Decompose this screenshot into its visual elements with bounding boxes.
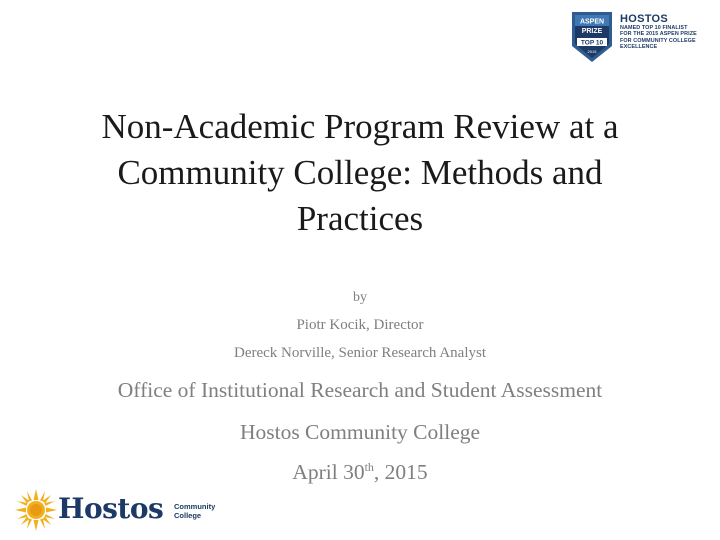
presentation-date bbox=[0, 460, 720, 485]
aspen-badge-line: NAMED TOP 10 FINALIST bbox=[620, 25, 688, 31]
title-line: Practices bbox=[296, 199, 424, 238]
author-analyst: Dereck Norville, Senior Research Analyst bbox=[233, 345, 486, 361]
aspen-badge-line: FOR COMMUNITY COLLEGE bbox=[620, 37, 696, 44]
aspen-badge-line: FOR THE 2015 ASPEN PRIZE bbox=[620, 31, 697, 38]
aspen-prize-badge bbox=[568, 10, 716, 66]
hostos-logo bbox=[14, 488, 214, 532]
shield-year-text: 2015 bbox=[587, 49, 597, 54]
shield-middle-text: PRIZE bbox=[581, 28, 603, 35]
shield-rank-text: TOP 10 bbox=[580, 39, 604, 47]
date-prefix: April 30 bbox=[292, 460, 365, 484]
tagline-college: College bbox=[174, 510, 202, 520]
tagline-community: Community bbox=[174, 502, 216, 511]
byline-label: by bbox=[353, 290, 367, 305]
date-suffix: , 2015 bbox=[373, 460, 428, 484]
aspen-shield-icon bbox=[568, 10, 616, 64]
title-line: Non-Academic Program Review at a bbox=[101, 107, 619, 146]
sun-icon bbox=[14, 488, 58, 532]
aspen-badge-line: EXCELLENCE bbox=[620, 44, 658, 51]
title-line: Community College: Methods and bbox=[117, 153, 603, 192]
date-ordinal: th bbox=[364, 460, 374, 474]
shield-top-text: ASPEN bbox=[579, 18, 605, 26]
office-name: Office of Institutional Research and Student Assessment bbox=[117, 378, 603, 402]
aspen-badge-title: HOSTOS bbox=[620, 13, 669, 25]
slide-title bbox=[30, 104, 690, 242]
author-director: Piotr Kocik, Director bbox=[296, 317, 424, 333]
hostos-tagline bbox=[174, 503, 215, 520]
hostos-wordmark: Hostos bbox=[58, 492, 164, 525]
college-name: Hostos Community College bbox=[239, 420, 481, 444]
aspen-badge-text bbox=[620, 13, 716, 51]
